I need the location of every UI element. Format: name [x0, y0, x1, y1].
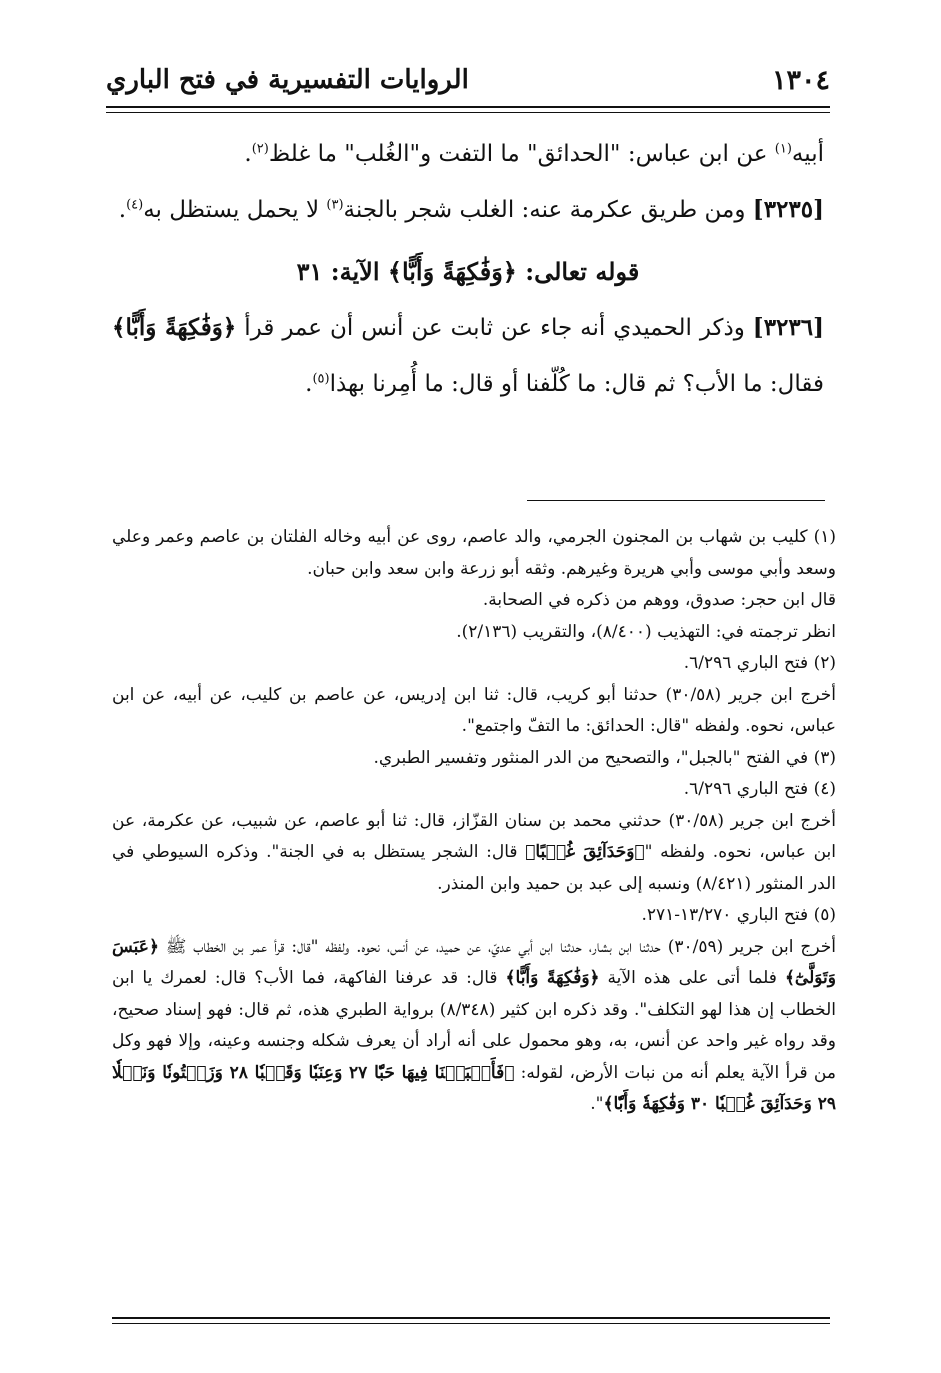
- footnote-ref-3: (٣): [326, 197, 344, 213]
- footnote-1-text: انظر ترجمته في: التهذيب (٨/٤٠٠)، والتقريب (٢/١٣٦).: [456, 621, 836, 642]
- running-title: الروايات التفسيرية في فتح الباري: [106, 65, 469, 95]
- section-heading: قوله تعالى: ﴿وَفَٰكِهَةً وَأَبًّا﴾ الآية: ٣١: [296, 257, 640, 286]
- quran-verse: ﴿وَحَدَآئِقَ غُلۡبًا﴾: [525, 842, 645, 862]
- footnote-1: (١) كليب بن شهاب بن المجنون الجرمي، والد عاصم، روى عن أبيه وخاله الفلتان بن عاصم وعمر وعلي وسعد وأبي موسى وأبي هريرة وغيرهم. وثقه أبو زرعة وابن سعد وابن حبان.: [112, 527, 836, 579]
- footnote-5: (٥) فتح الباري ١٣/٢٧٠-٢٧١.: [641, 905, 836, 925]
- footnote-2: (٢) فتح الباري ٦/٢٩٦.: [683, 653, 836, 673]
- footnote-ref-2: (٢): [251, 141, 269, 157]
- footnote-ref-4: (٤): [126, 197, 144, 213]
- page-number: ١٣٠٤: [771, 64, 830, 96]
- footnote-4: (٤) فتح الباري ٦/٢٩٦.: [683, 779, 836, 799]
- footnote-ref-1: (١): [774, 141, 792, 157]
- footnote-3: (٣) في الفتح "بالجبل"، والتصحيح من الدر المنثور وتفسير الطبري.: [373, 747, 836, 768]
- footnote-5-text: أخرج ابن جرير (٣٠/٥٩) حدثنا ابن بشار، حدثنا ابن أبي عديّ، عن حميد، عن أنس، نحوه. ولفظه "قال: قرأ عمر بن الخطاب ﷺ ﴿عَبَسَ وَتَوَلَّىٰٓ﴾ فلما أتى على هذه الآية ﴿وَفَٰكِهَةً وَأَبًّا﴾ قال: قد عرفنا الفاكهة، فما الأب؟ قال: لعمرك يا ابن الخطاب إن هذا لهو التكلف". وقد ذكره ابن كثير (٨/٣٤٨) برواية الطبري هذه، ثم قال: فهو إسناد صحيح، وقد رواه غير واحد عن أنس، به، وهو محمول على أنه أراد أن يعرف شكله وجنسه وعينه، وإلا فهو وكل من قرأ الآية يعلم أنه من نبات الأرض، لقوله: ﴿فَأَنۢبَتۡنَا فِيهَا حَبّٗا ٢٧ وَعِنَبٗا وَقَضۡبٗا ٢٨ وَزَيۡتُونٗا وَنَخۡلٗا ٢٩ وَحَدَآئِقَ غُلۡبٗا ٣٠ وَفَٰكِهَةٗ وَأَبّٗا﴾".: [112, 936, 836, 1114]
- quran-verse: ﴿عَبَسَ وَتَوَلَّىٰٓ﴾: [112, 936, 836, 988]
- hadith-3236: [٣٢٣٦] وذكر الحميدي أنه جاء عن ثابت عن أنس أن عمر قرأ ﴿وَفَٰكِهَةً وَأَبًّا﴾ فقال: ما الأب؟ ثم قال: ما كُلّفنا أو قال: ما أُمِرنا بهذا$^{(٥)}$.: [112, 314, 824, 397]
- footnote-ref-5: (٥): [312, 371, 330, 387]
- footer-rule: [112, 1317, 830, 1319]
- footnotes: [112, 522, 836, 1121]
- page-header: [106, 52, 830, 108]
- footnote-1-text: قال ابن حجر: صدوق، ووهم من ذكره في الصحابة.: [482, 590, 836, 610]
- footer-rule-thin: [112, 1323, 830, 1324]
- quran-verse: ﴿وَفَٰكِهَةً وَأَبًّا﴾: [387, 257, 517, 286]
- paragraph-continuation: أبيه$^{(١)}$ عن ابن عباس: "الحدائق" ما التفت و"الغُلب" ما غلظ$^{(٢)}$.: [244, 141, 824, 167]
- footnote-2-text: أخرج ابن جرير (٣٠/٥٨) حدثنا أبو كريب، قال: ثنا ابن إدريس، عن عاصم بن كليب، عن أبيه، عن ابن عباس، نحوه. ولفظه "قال: الحدائق: ما التفّ واجتمع".: [112, 684, 836, 736]
- footnote-separator: [527, 500, 825, 501]
- header-rule-thin: [106, 112, 830, 113]
- quran-verse: ﴿وَفَٰكِهَةً وَأَبًّا﴾: [505, 968, 600, 988]
- quran-verse: ﴿وَفَٰكِهَةً وَأَبًّا﴾: [112, 314, 237, 341]
- header-rule: [106, 106, 830, 108]
- hadith-3235: [٣٢٣٥] ومن طريق عكرمة عنه: الغلب شجر بالجنة$^{(٣)}$ لا يحمل يستظل به$^{(٤)}$.: [118, 196, 824, 223]
- main-text: [112, 126, 824, 412]
- hadith-number: [٣٢٣٥]: [752, 196, 824, 223]
- footnote-4-text: أخرج ابن جرير (٣٠/٥٨) حدثني محمد بن سنان القزّاز، قال: ثنا أبو عاصم، عن شبيب، عن عكرمة، عن ابن عباس، نحوه. ولفظه "﴿وَحَدَآئِقَ غُلۡبًا﴾ قال: الشجر يستظل به في الجنة". وذكره السيوطي في الدر المنثور (٨/٤٢١) ونسبه إلى عبد بن حميد وابن المنذر.: [112, 810, 836, 894]
- hadith-number: [٣٢٣٦]: [752, 314, 824, 341]
- quran-verse: ﴿فَأَنۢبَتۡنَا فِيهَا حَبّٗا ٢٧ وَعِنَبٗا وَقَضۡبٗا ٢٨ وَزَيۡتُونٗا وَنَخۡلٗا ٢٩ وَحَدَآئِقَ غُلۡبٗا ٣٠ وَفَٰكِهَةٗ وَأَبّٗا﴾: [112, 1062, 836, 1114]
